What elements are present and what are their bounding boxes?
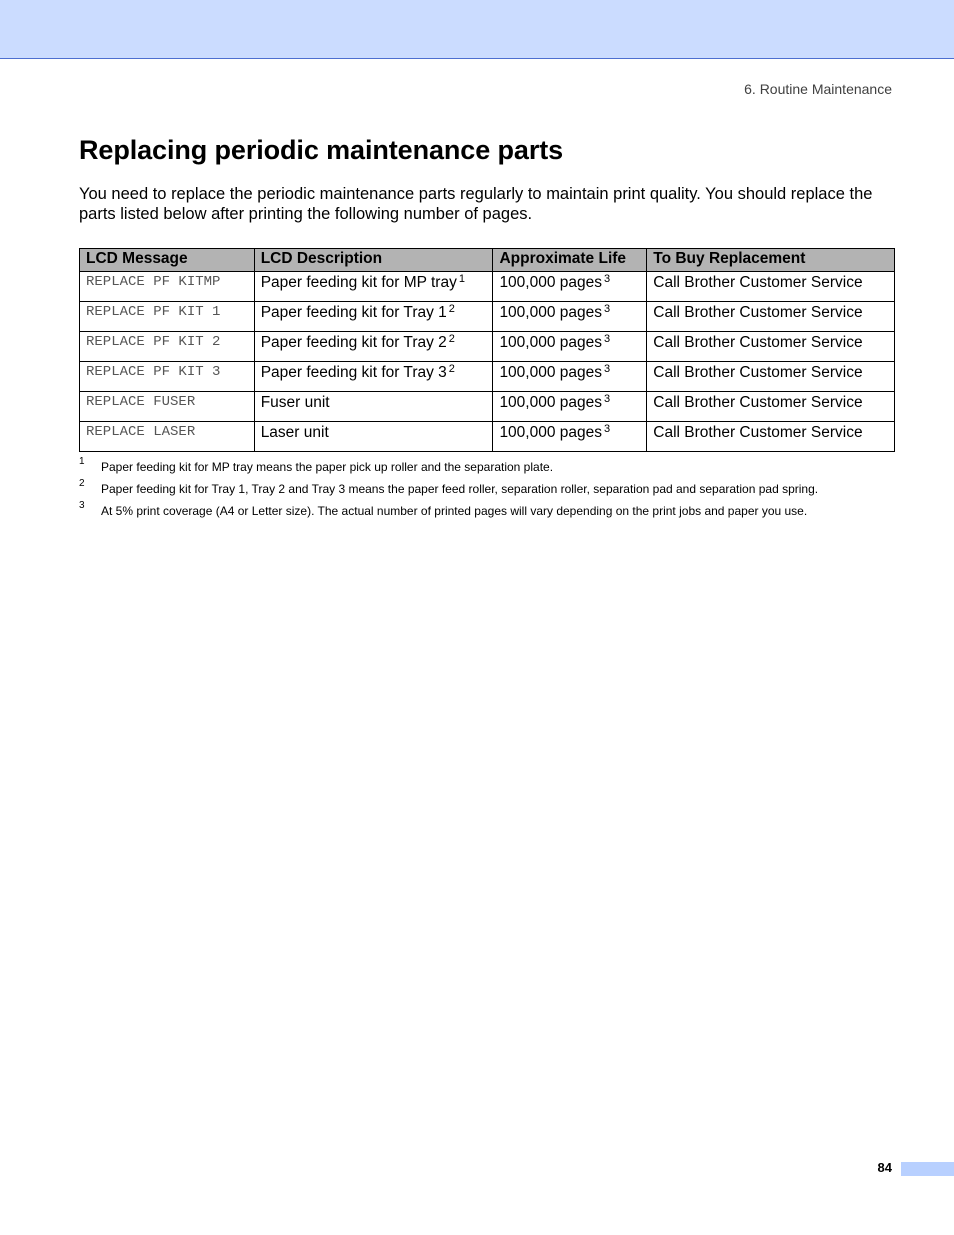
lcd-description-cell — [254, 362, 493, 392]
life-text: 100,000 pages — [499, 304, 603, 321]
footnote-ref: 3 — [604, 303, 611, 315]
approximate-life-cell — [493, 422, 647, 452]
table-row — [80, 362, 895, 392]
lcd-description-cell — [254, 332, 493, 362]
approximate-life-cell — [493, 392, 647, 422]
approximate-life-cell — [493, 272, 647, 302]
life-text: 100,000 pages — [499, 424, 603, 441]
table-row — [80, 302, 895, 332]
header-approximate-life: Approximate Life — [493, 249, 647, 272]
description-text: Paper feeding kit for Tray 1 — [260, 304, 447, 321]
to-buy-cell: Call Brother Customer Service — [647, 302, 895, 332]
lcd-description-cell — [254, 422, 493, 452]
footnote-text: Paper feeding kit for Tray 1, Tray 2 and Tray 3 means the paper feed roller, separation roller, separation pad and separation pad spring. — [101, 482, 819, 496]
lcd-description-cell — [254, 272, 493, 302]
to-buy-cell: Call Brother Customer Service — [647, 332, 895, 362]
footnote-ref: 1 — [458, 273, 465, 285]
footnote — [79, 478, 899, 500]
footnote-ref: 3 — [604, 393, 611, 405]
page-tab-decoration — [901, 1162, 954, 1176]
lcd-message-cell: REPLACE PF KITMP — [80, 272, 255, 302]
life-text: 100,000 pages — [499, 334, 603, 351]
header-band — [0, 0, 954, 59]
to-buy-cell: Call Brother Customer Service — [647, 362, 895, 392]
header-to-buy-replacement: To Buy Replacement — [647, 249, 895, 272]
table-row — [80, 392, 895, 422]
footnote-text: At 5% print coverage (A4 or Letter size). The actual number of printed pages will vary depending on the print jobs and paper you use. — [101, 504, 808, 518]
life-text: 100,000 pages — [499, 364, 603, 381]
chapter-label: 6. Routine Maintenance — [744, 81, 892, 97]
header-lcd-description: LCD Description — [254, 249, 493, 272]
table-header-row — [80, 249, 895, 272]
footnote-number: 1 — [79, 456, 85, 467]
footnote — [79, 500, 899, 522]
table-row — [80, 272, 895, 302]
description-text: Paper feeding kit for MP tray — [260, 274, 457, 291]
intro-paragraph: You need to replace the periodic maintenance parts regularly to maintain print quality. You should replace the parts listed below after printing the following number of pages. — [79, 185, 873, 223]
to-buy-cell: Call Brother Customer Service — [647, 272, 895, 302]
footnote-number: 3 — [79, 500, 85, 511]
footnote-ref: 3 — [604, 363, 611, 375]
life-text: 100,000 pages — [499, 274, 603, 291]
footnote-text: Paper feeding kit for MP tray means the paper pick up roller and the separation plate. — [101, 460, 554, 474]
to-buy-cell: Call Brother Customer Service — [647, 422, 895, 452]
lcd-description-cell — [254, 302, 493, 332]
footnote-ref: 2 — [448, 363, 455, 375]
lcd-message-cell: REPLACE PF KIT 2 — [80, 332, 255, 362]
footnote-number: 2 — [79, 478, 85, 489]
footnote-ref: 3 — [604, 333, 611, 345]
footnotes — [79, 456, 899, 522]
lcd-message-cell: REPLACE FUSER — [80, 392, 255, 422]
lcd-message-cell: REPLACE PF KIT 3 — [80, 362, 255, 392]
footnote-ref: 3 — [604, 423, 611, 435]
footnote — [79, 456, 899, 478]
approximate-life-cell — [493, 362, 647, 392]
description-text: Laser unit — [260, 424, 329, 441]
lcd-description-cell — [254, 392, 493, 422]
description-text: Fuser unit — [260, 394, 330, 411]
description-text: Paper feeding kit for Tray 3 — [260, 364, 447, 381]
approximate-life-cell — [493, 332, 647, 362]
header-lcd-message: LCD Message — [80, 249, 255, 272]
footnote-ref: 2 — [448, 303, 455, 315]
lcd-message-cell: REPLACE LASER — [80, 422, 255, 452]
maintenance-parts-table — [79, 248, 895, 452]
table-row — [80, 332, 895, 362]
page-number: 84 — [877, 1160, 892, 1175]
page-title: Replacing periodic maintenance parts — [79, 135, 564, 165]
to-buy-cell: Call Brother Customer Service — [647, 392, 895, 422]
lcd-message-cell: REPLACE PF KIT 1 — [80, 302, 255, 332]
approximate-life-cell — [493, 302, 647, 332]
footnote-ref: 3 — [604, 273, 611, 285]
life-text: 100,000 pages — [499, 394, 603, 411]
description-text: Paper feeding kit for Tray 2 — [260, 334, 447, 351]
table-row — [80, 422, 895, 452]
footnote-ref: 2 — [448, 333, 455, 345]
